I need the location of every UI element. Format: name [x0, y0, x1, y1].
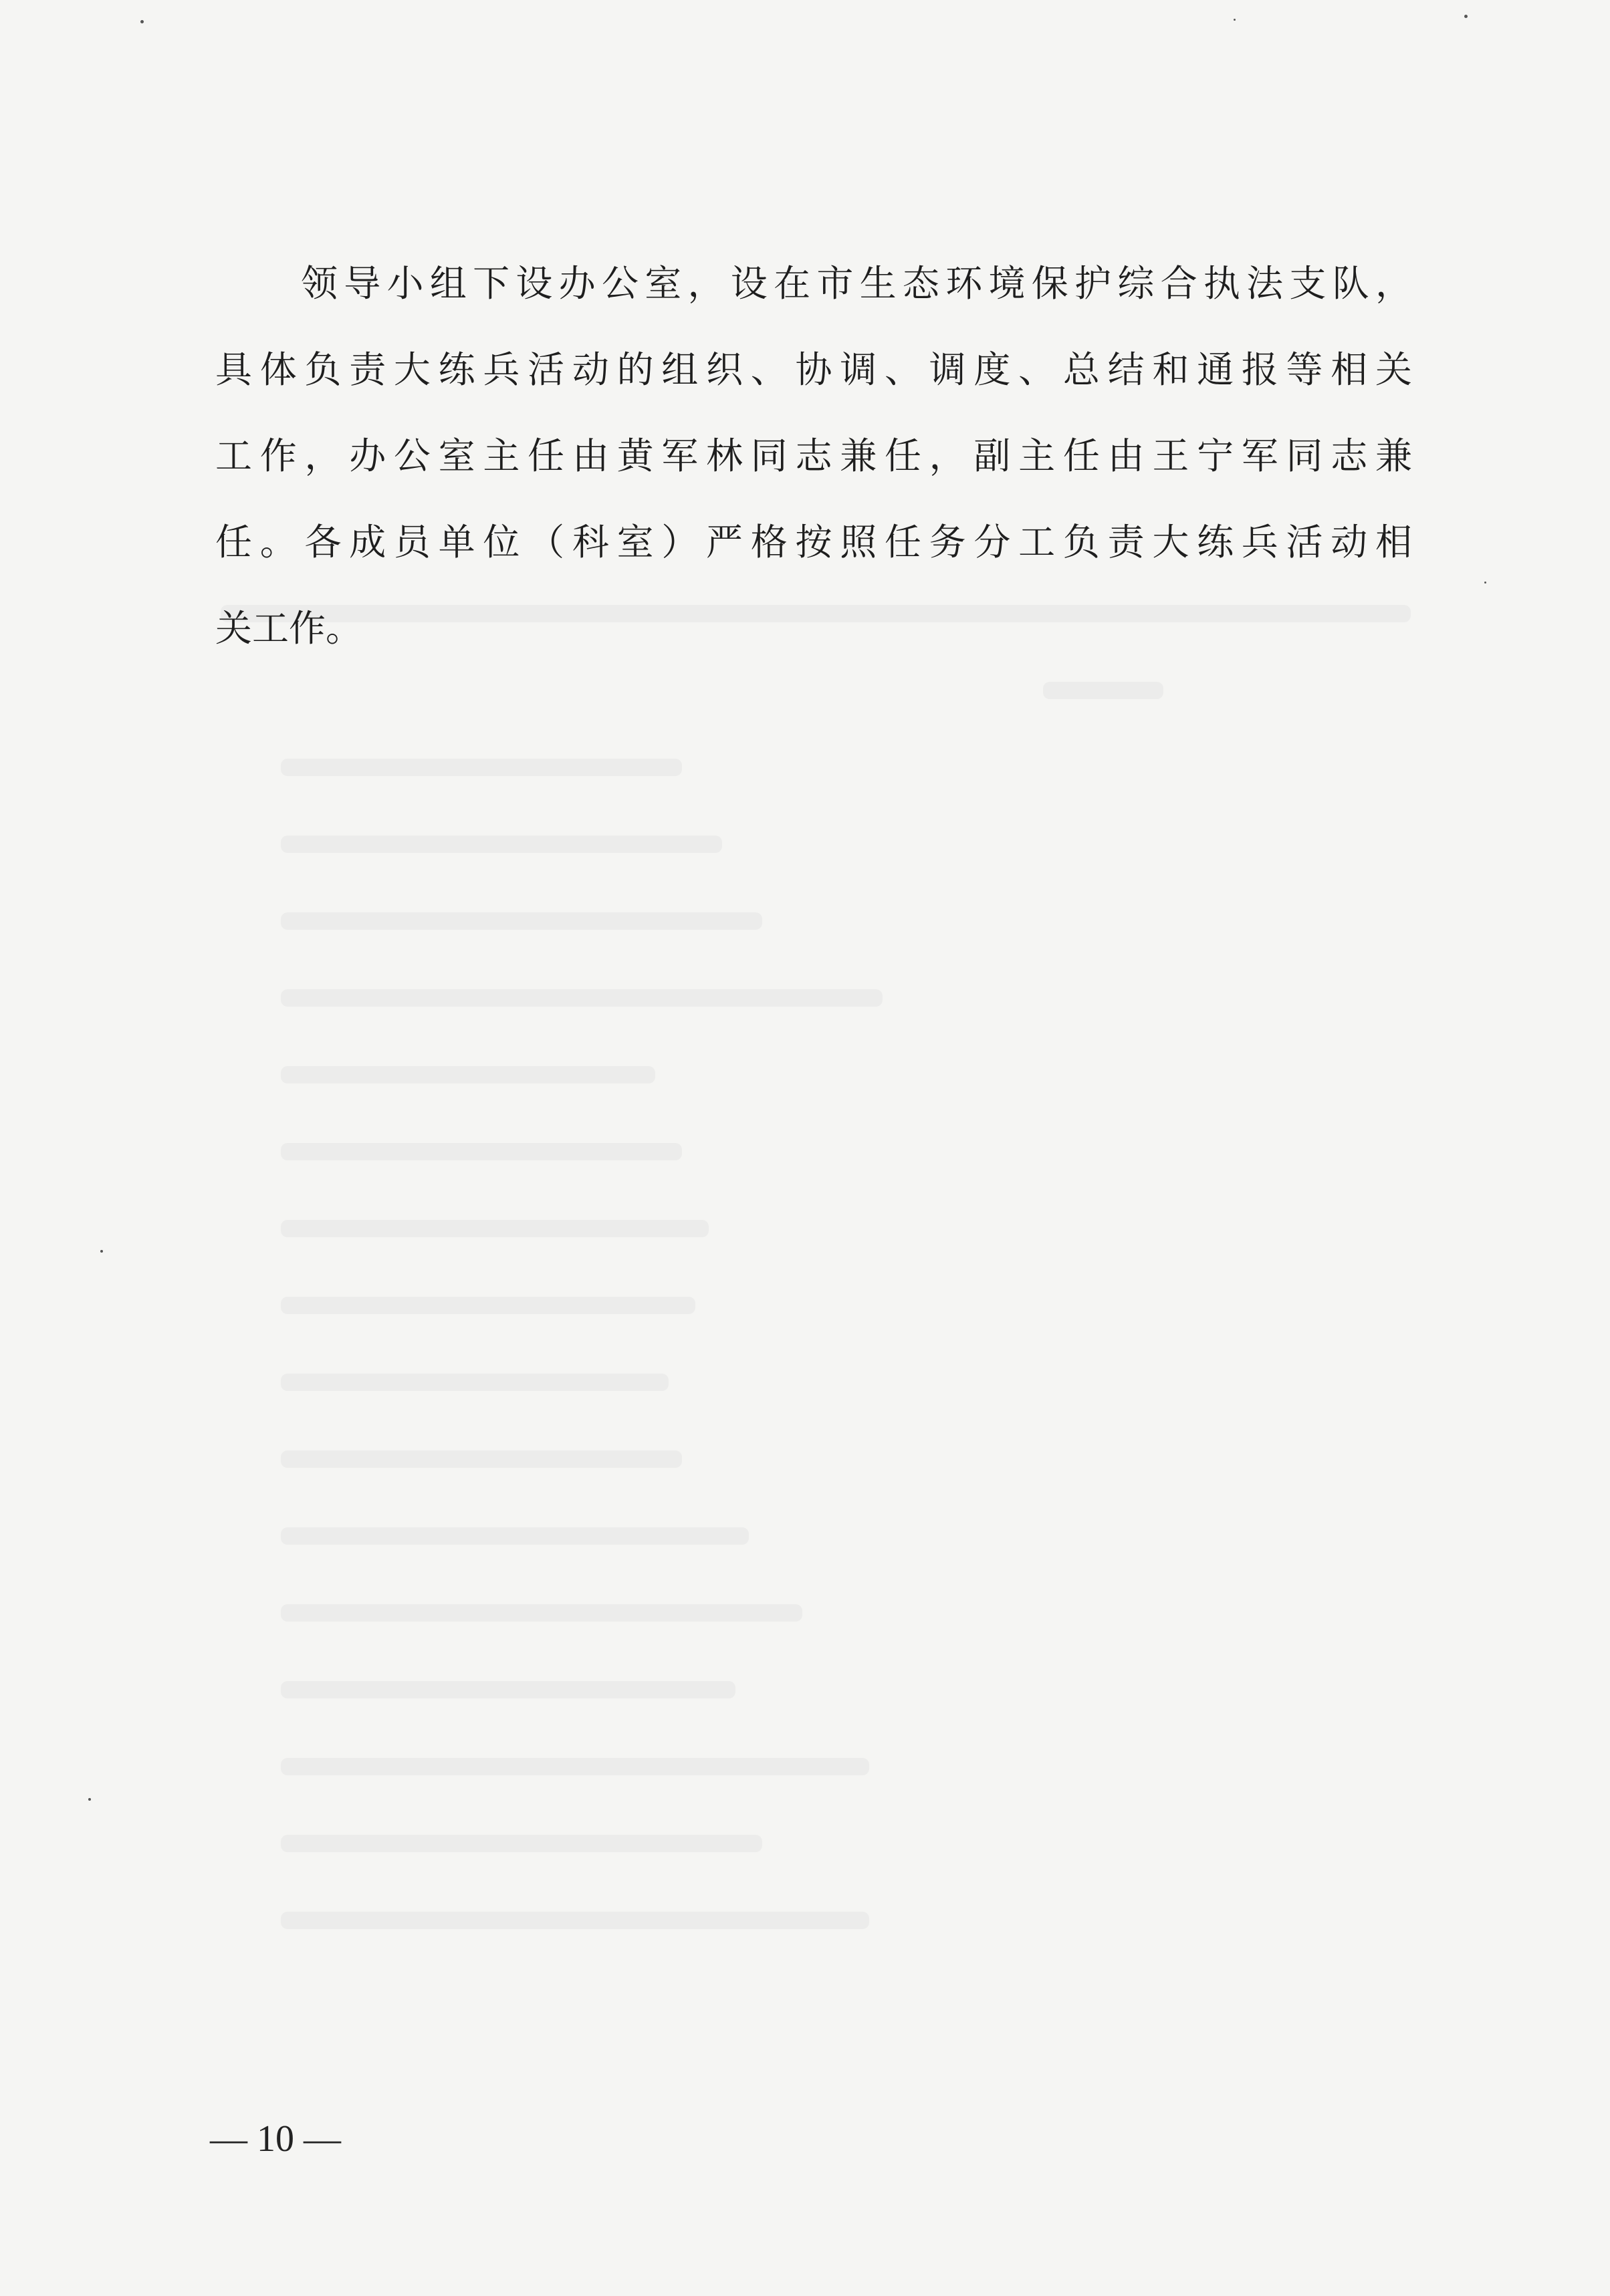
scan-speck [140, 20, 144, 23]
bleed-through-line [1043, 682, 1163, 699]
bleed-through-line [281, 1374, 669, 1391]
scan-speck [1464, 15, 1468, 18]
paragraph-line: 关工作。 [215, 607, 363, 650]
bleed-through-line [281, 1527, 749, 1545]
bleed-through-line [281, 1758, 869, 1775]
bleed-through-line [281, 836, 722, 853]
bleed-through-line [281, 989, 883, 1007]
bleed-through-line [281, 759, 682, 776]
scan-speck [100, 1250, 103, 1253]
bleed-through-line [281, 1604, 802, 1622]
bleed-through-line [281, 1912, 869, 1929]
scan-speck [1484, 582, 1486, 584]
page-number: — 10 — [210, 2118, 341, 2160]
paragraph-line: 工作，办公室主任由黄军林同志兼任，副主任由王宁军同志兼 [215, 434, 1412, 477]
bleed-through-line [281, 1835, 762, 1852]
bleed-through-line [281, 1450, 682, 1468]
paragraph [215, 241, 1412, 672]
paragraph-line: 领导小组下设办公室，设在市生态环境保护综合执法支队， [301, 262, 1412, 305]
body-text [215, 241, 1412, 672]
bleed-through-line [281, 1220, 709, 1237]
bleed-through-line [281, 1297, 695, 1314]
paragraph-line: 任。各成员单位（科室）严格按照任务分工负责大练兵活动相 [215, 521, 1412, 563]
bleed-through-line [281, 1681, 735, 1698]
paragraph-line: 具体负责大练兵活动的组织、协调、调度、总结和通报等相关 [215, 348, 1412, 391]
bleed-through-line [281, 912, 762, 930]
bleed-through-line [281, 1066, 655, 1083]
scan-speck [88, 1798, 91, 1801]
scan-speck [1234, 19, 1236, 21]
bleed-through-line [281, 1143, 682, 1160]
